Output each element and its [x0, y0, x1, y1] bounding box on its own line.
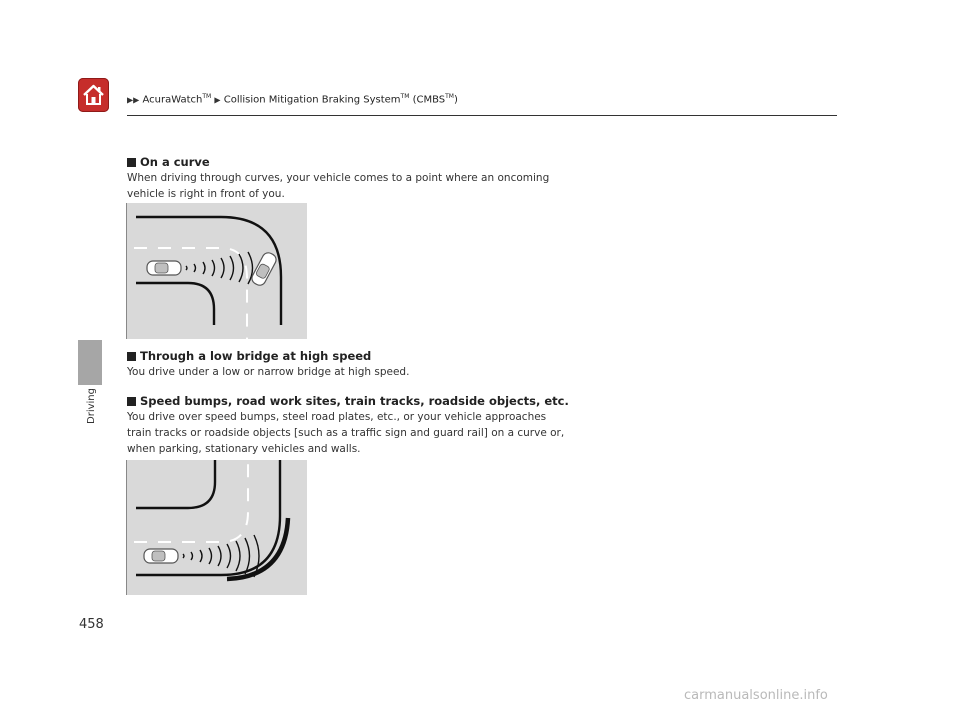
section-label: Driving — [86, 388, 97, 424]
paragraph-low-bridge: You drive under a low or narrow bridge at high speed. — [127, 366, 410, 378]
breadcrumb: ▶▶ AcuraWatch™ ▶ Collision Mitigation Braking System™ (CMBS™) — [127, 93, 458, 106]
breadcrumb-item-acurawatch[interactable]: AcuraWatch — [142, 94, 203, 106]
own-vehicle-icon — [147, 261, 181, 275]
home-icon — [81, 82, 106, 108]
breadcrumb-item-cmbs: Collision Mitigation Braking System — [223, 94, 401, 106]
breadcrumb-arrow-icon: ▶ — [214, 95, 221, 105]
figure-curve-oncoming-vehicle — [126, 203, 307, 339]
heading-speed-bumps: Speed bumps, road work sites, train tracks, roadside objects, etc. — [127, 394, 569, 408]
breadcrumb-arrow-icon: ▶▶ — [127, 95, 140, 105]
own-vehicle-icon — [144, 549, 178, 563]
paragraph-on-a-curve: When driving through curves, your vehicle comes to a point where an oncoming vehicle is right in front of you. — [127, 172, 550, 200]
bullet-square-icon — [127, 352, 136, 361]
section-tab — [78, 340, 102, 385]
heading-on-a-curve: On a curve — [127, 155, 210, 169]
figure-roadside-guard-rail — [126, 460, 307, 595]
bullet-square-icon — [127, 397, 136, 406]
paragraph-speed-bumps: You drive over speed bumps, steel road plates, etc., or your vehicle approaches train tracks or roadside objects [such as a traffic sign and guard rail] on a curve or, when parking, stationary vehicles and walls. — [127, 411, 565, 455]
heading-low-bridge: Through a low bridge at high speed — [127, 349, 371, 363]
watermark: carmanualsonline.info — [684, 688, 828, 703]
bullet-square-icon — [127, 158, 136, 167]
home-button[interactable] — [78, 78, 109, 112]
header-divider — [127, 115, 837, 116]
page-number: 458 — [79, 617, 104, 632]
